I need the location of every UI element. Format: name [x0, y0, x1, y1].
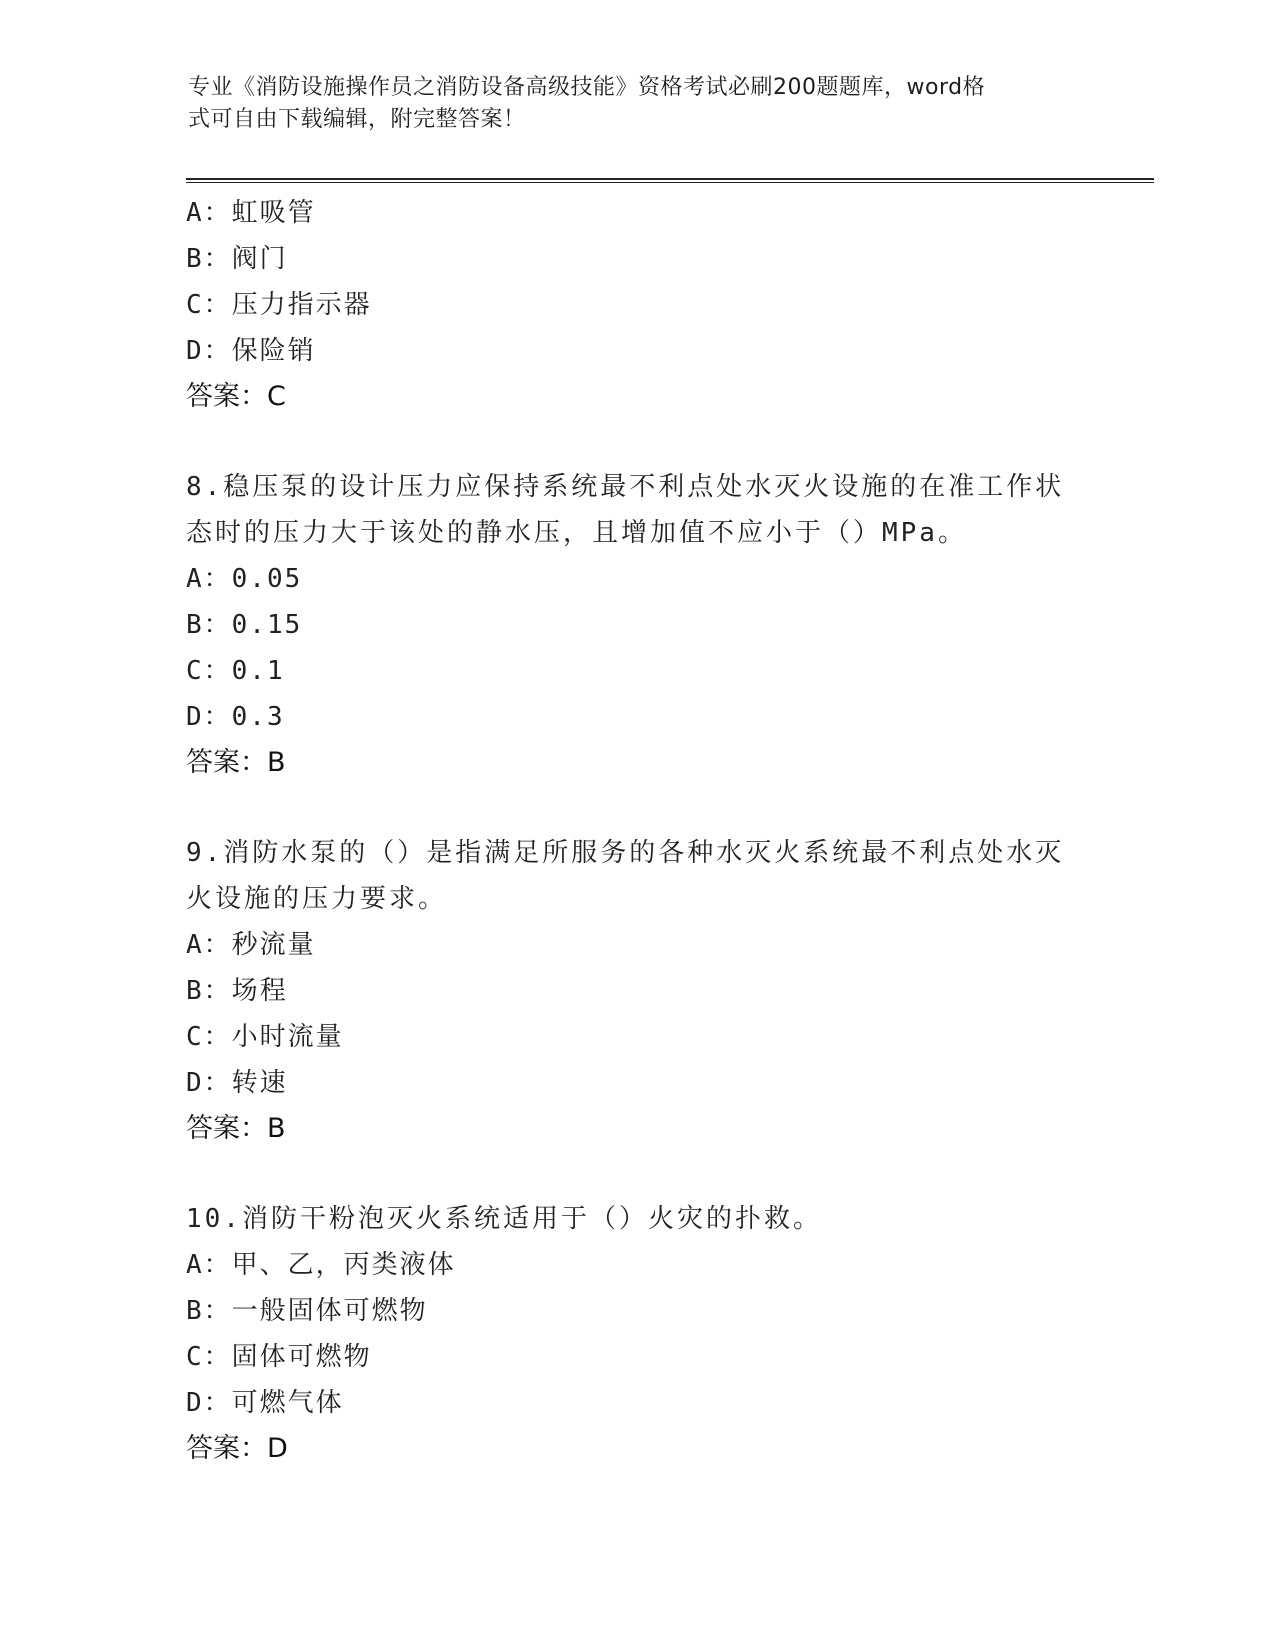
question-text: 8.稳压泵的设计压力应保持系统最不利点处水灭火设施的在准工作状 — [186, 472, 1065, 502]
answer-line: 答案：B — [186, 1113, 286, 1144]
option-b: B：一般固体可燃物 — [186, 1296, 428, 1326]
option-a: A：0.05 — [186, 564, 303, 594]
question-text: 9.消防水泵的（）是指满足所服务的各种水灭火系统最不利点处水灭 — [186, 838, 1065, 868]
option-b: B：场程 — [186, 976, 288, 1006]
question-10 — [186, 1196, 1086, 1472]
option-c: C：0.1 — [186, 656, 285, 686]
question-8 — [186, 464, 1086, 786]
option-b: B：0.15 — [186, 610, 303, 640]
answer-line: 答案：B — [186, 747, 286, 778]
option-d: D：可燃气体 — [186, 1388, 344, 1418]
option-c: C：固体可燃物 — [186, 1342, 372, 1372]
option-d: D：0.3 — [186, 702, 285, 732]
question-9 — [186, 830, 1086, 1152]
question-text: 态时的压力大于该处的静水压，且增加值不应小于（）MPa。 — [186, 518, 967, 548]
option-a: A：虹吸管 — [186, 198, 316, 228]
option-a: A：甲、乙，丙类液体 — [186, 1250, 456, 1280]
option-d: D：保险销 — [186, 336, 316, 366]
question-text: 10.消防干粉泡灭火系统适用于（）火灾的扑救。 — [186, 1204, 822, 1234]
question-list — [186, 190, 1086, 1472]
option-c: C：压力指示器 — [186, 290, 372, 320]
header-line-1: 专业《消防设施操作员之消防设备高级技能》资格考试必刷200题题库，word格 — [188, 75, 986, 100]
spacer — [186, 786, 1086, 830]
answer-line: 答案：D — [186, 1433, 288, 1464]
option-c: C：小时流量 — [186, 1022, 344, 1052]
option-d: D：转速 — [186, 1068, 288, 1098]
spacer — [186, 1152, 1086, 1196]
question-7 — [186, 190, 1086, 420]
header-line-2: 式可自由下载编辑，附完整答案！ — [188, 107, 526, 132]
option-a: A：秒流量 — [186, 930, 316, 960]
document-header — [188, 72, 1068, 136]
option-b: B：阀门 — [186, 244, 288, 274]
answer-line: 答案：C — [186, 381, 286, 412]
header-divider — [186, 178, 1154, 183]
spacer — [186, 420, 1086, 464]
question-text: 火设施的压力要求。 — [186, 884, 448, 914]
